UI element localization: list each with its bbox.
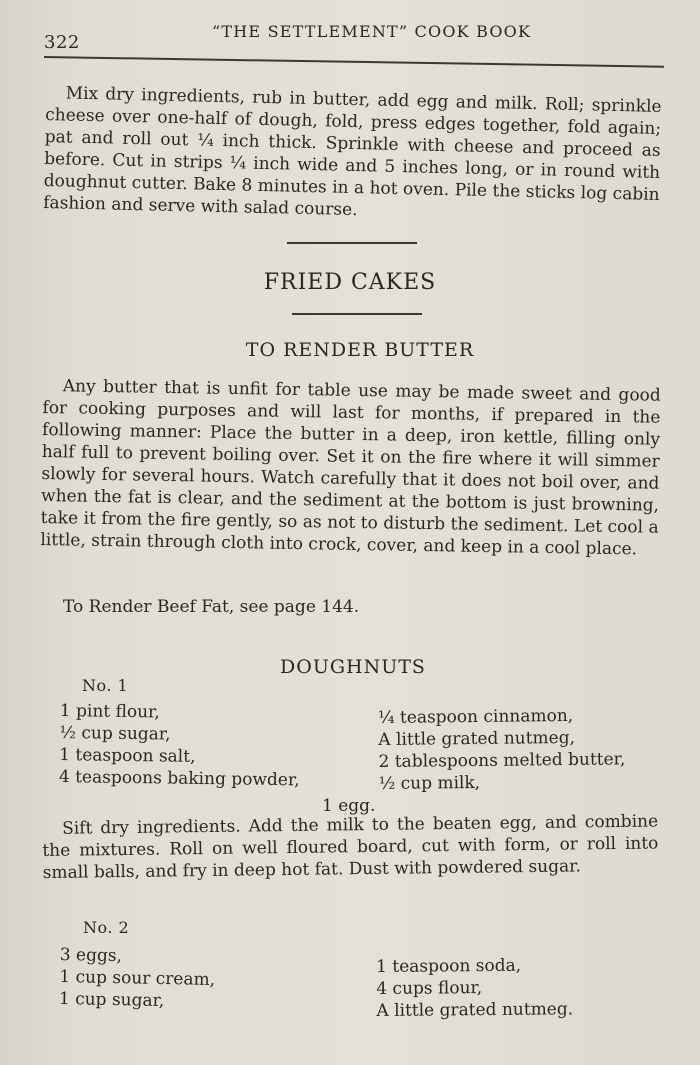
ingredient: ½ cup milk,: [378, 772, 481, 794]
recipe-2-ingredients-right: [376, 954, 573, 1022]
see-also-note: To Render Beef Fat, see page 144.: [63, 597, 360, 617]
recipe-1-ingredients-right: [378, 704, 626, 795]
recipe-1-ingredients-left: [59, 700, 301, 791]
header-rule: [44, 56, 664, 68]
ingredient: 4 teaspoons baking powder,: [58, 766, 300, 791]
ingredient: 1 teaspoon salt,: [59, 744, 196, 767]
ingredient: ¼ teaspoon cinnamon,: [378, 705, 574, 728]
ingredient-centered: 1 egg.: [322, 796, 376, 816]
running-title: “THE SETTLEMENT” COOK BOOK: [212, 22, 532, 41]
page-number: 322: [44, 32, 80, 53]
render-butter-heading: TO RENDER BUTTER: [245, 339, 475, 361]
recipe-1-method-text: Sift dry ingredients. Add the milk to the beaten egg, and combine the mixtures. Roll on well floured board, cut with form, or roll into small balls, and fry in deep hot fat. Dust with powdered sugar.: [42, 811, 659, 883]
intro-paragraph: [43, 82, 662, 228]
ingredient: A little grated nutmeg,: [378, 727, 576, 750]
render-butter-text: Any butter that is unfit for table use may be made sweet and good for cooking purposes and will last for months, if prepared in the following manner: Place the butter in a deep, iron kettle, filling only half full to prevent boiling over. Set it on the fire where it will simmer slowly for several hours. Watch carefully that it does not boil over, and when the fat is clear, and the sediment at the bottom is just browning, take it from the fire gently, so as not to disturb the sediment. Let cool a little, strain through cloth into crock, cover, and keep in a cool place.: [40, 376, 661, 560]
section-rule-bottom: [292, 313, 422, 315]
recipe-2-label: No. 2: [83, 918, 130, 937]
section-rule-top: [287, 242, 417, 244]
ingredient: 4 cups flour,: [376, 978, 483, 999]
ingredient: A little grated nutmeg.: [376, 999, 574, 1021]
recipe-1-label: No. 1: [82, 676, 129, 695]
ingredient: 1 cup sugar,: [58, 988, 165, 1012]
ingredient: 2 tablespoons melted butter,: [378, 749, 626, 772]
doughnuts-heading: DOUGHNUTS: [280, 656, 426, 678]
recipe-2-ingredients-left: [59, 944, 216, 1013]
intro-paragraph-text: Mix dry ingredients, rub in butter, add egg and milk. Roll; sprinkle cheese over one-half of dough, fold, press edges together, fold again; pat and roll out ¼ inch thick. Sprinkle with cheese and proceed as before. Cut in strips ¼ inch wide and 5 inches long, or in round with doughnut cutter. Bake 8 minutes in a hot oven. Pile the sticks log cabin fashion and serve with salad course.: [43, 83, 662, 221]
recipe-1-method: [42, 810, 659, 884]
ingredient: 3 eggs,: [59, 944, 123, 967]
section-title: FRIED CAKES: [263, 270, 437, 295]
ingredient: ½ cup sugar,: [59, 722, 171, 745]
render-butter-paragraph: [40, 375, 661, 561]
page-header: [44, 22, 664, 52]
ingredient: 1 cup sour cream,: [59, 966, 216, 990]
ingredient: 1 pint flour,: [59, 700, 160, 723]
ingredient: 1 teaspoon soda,: [376, 955, 522, 977]
